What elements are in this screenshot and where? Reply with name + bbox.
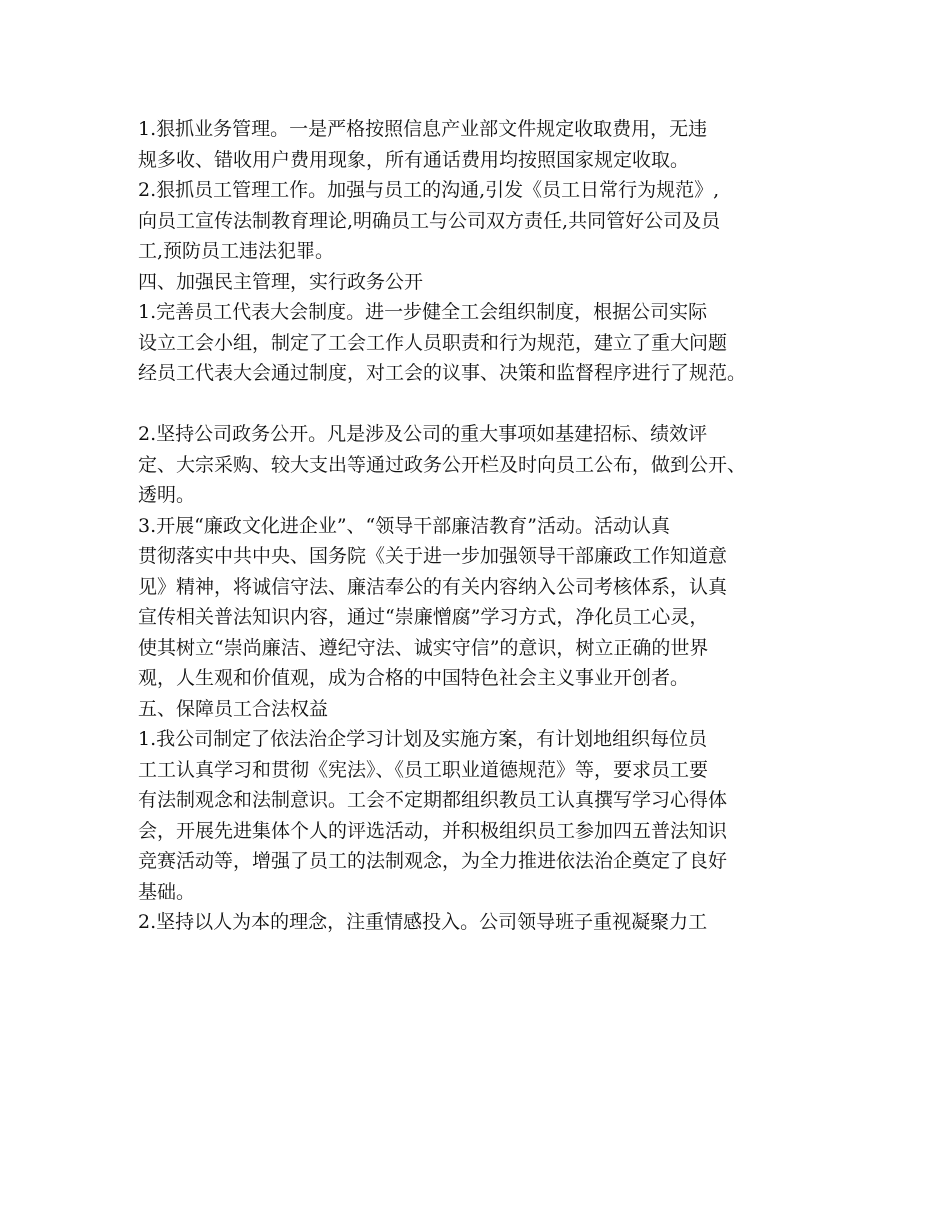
text-line: 四、加强民主管理，实行政务公开 [138,270,424,293]
document-body [138,114,838,938]
text-line: 1.完善员工代表大会制度。进一步健全工会组织制度，根据公司实际 [138,301,708,323]
text-line: 2.狠抓员工管理工作。加强与员工的沟通,引发《员工日常行为规范》, [138,179,720,201]
text-line: 工工认真学习和贯彻《宪法》、《员工职业道德规范》等，要求员工要 [138,758,709,781]
text-line: 会，开展先进集体个人的评选活动，并积极组织员工参加四五普法知识 [138,819,728,842]
text-line: 规多收、错收用户费用现象，所有通话费用均按照国家规定收取。 [138,148,690,171]
text-line: 定、大宗采购、较大支出等通过政务公开栏及时向员工公布，做到公开、 [138,453,747,476]
text-line: 2.坚持以人为本的理念，注重情感投入。公司领导班子重视凝聚力工 [138,911,708,933]
text-line: 向员工宣传法制教育理论,明确员工与公司双方责任,共同管好公司及员 [138,209,721,232]
text-line: 3.开展“廉政文化进企业”、“领导干部廉洁教育”活动。活动认真 [138,514,670,537]
text-line: 经员工代表大会通过制度，对工会的议事、决策和监督程序进行了规范。 [138,362,747,384]
text-line: 基础。 [138,880,196,903]
text-line: 1.我公司制定了依法治企学习计划及实施方案，有计划地组织每位员 [138,728,708,750]
text-line: 设立工会小组，制定了工会工作人员职责和行为规范，建立了重大问题 [138,331,728,354]
text-line: 工,预防员工违法犯罪。 [138,240,335,262]
blank-line [138,389,838,420]
text-line: 1.狠抓业务管理。一是严格按照信息产业部文件规定收取费用，无违 [138,118,708,140]
text-line: 有法制观念和法制意识。工会不定期都组织教员工认真撰写学习心得体 [138,789,728,811]
text-line: 五、保障员工合法权益 [138,697,329,720]
text-line: 2.坚持公司政务公开。凡是涉及公司的重大事项如基建招标、绩效评 [138,423,708,445]
text-line: 透明。 [138,484,196,506]
text-line: 使其树立“崇尚廉洁、遵纪守法、诚实守信”的意识，树立正确的世界 [138,636,709,659]
text-line: 竞赛活动等，增强了员工的法制观念，为全力推进依法治企奠定了良好 [138,850,728,872]
text-line: 观，人生观和价值观，成为合格的中国特色社会主义事业开创者。 [138,667,690,689]
text-line: 贯彻落实中共中央、国务院《关于进一步加强领导干部廉政工作知道意 [138,545,728,567]
text-line: 宣传相关普法知识内容，通过“崇廉憎腐”学习方式，净化员工心灵， [138,606,709,628]
text-line: 见》精神，将诚信守法、廉洁奉公的有关内容纳入公司考核体系，认真 [138,575,728,598]
